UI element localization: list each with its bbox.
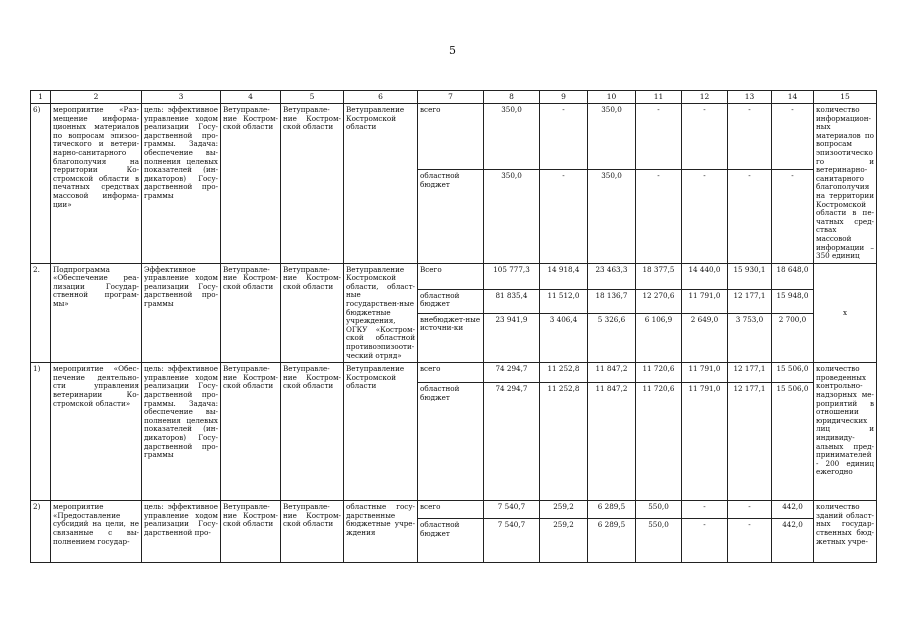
recipient-cell: Ветуправление Костромской области: [344, 104, 418, 264]
amount-cell: 23 463,3: [588, 263, 636, 289]
header-cell: 9: [540, 91, 588, 104]
recipient-cell: Ветуправление Костромской области: [344, 363, 418, 501]
responsible-cell: Ветуправле-ние Костром-ской области: [221, 104, 281, 264]
header-cell: 15: [814, 91, 877, 104]
amount-cell: 11 791,0: [682, 363, 728, 383]
table-row: [31, 501, 877, 519]
header-cell: 10: [588, 91, 636, 104]
recipient-cell: областные госу-дарственные бюджетные учре-ждения: [344, 501, 418, 563]
amount-cell: 350,0: [484, 104, 540, 170]
row-number-cell: 1): [31, 363, 51, 501]
amount-cell: 350,0: [588, 170, 636, 263]
amount-cell: 2 700,0: [772, 313, 814, 363]
amount-cell: 23 941,9: [484, 313, 540, 363]
amount-cell: 11 252,8: [540, 383, 588, 501]
amount-cell: 18 648,0: [772, 263, 814, 289]
header-cell: 2: [51, 91, 142, 104]
amount-cell: 350,0: [484, 170, 540, 263]
coexecutor-cell: Ветуправле-ние Костром-ской области: [281, 363, 344, 501]
header-cell: 11: [636, 91, 682, 104]
header-cell: 4: [221, 91, 281, 104]
page-number: 5: [449, 44, 456, 57]
recipient-cell: Ветуправление Костромской области, облаcт-ные государствен-ные бюджетные учреждения, ОГКУ «Костром-ской областной противоэпизооти-ческий отряд»: [344, 263, 418, 363]
row-number-cell: 2): [31, 501, 51, 563]
funding-source-cell: областной бюджет: [418, 289, 484, 313]
result-cell: количество информацион-ных материалов по вопросам эпизоотического и ветеринарно-санитарного благополучия на территории Костромской области в пе-чатных сред-ствах массовой информации – 350 единиц: [814, 104, 877, 264]
amount-cell: 11 791,0: [682, 289, 728, 313]
amount-cell: 15 948,0: [772, 289, 814, 313]
amount-cell: 18 377,5: [636, 263, 682, 289]
header-cell: 3: [142, 91, 221, 104]
coexecutor-cell: Ветуправле-ние Костром-ской области: [281, 501, 344, 563]
header-cell: 7: [418, 91, 484, 104]
amount-cell: 11 847,2: [588, 383, 636, 501]
amount-cell: 12 270,6: [636, 289, 682, 313]
result-cell: количество зданий област-ных государ-ственных бюд-жетных учре-: [814, 501, 877, 563]
amount-cell: 350,0: [588, 104, 636, 170]
goal-cell: цель: эффективное управление ходом реализации Госу-дарственной про-: [142, 501, 221, 563]
amount-cell: -: [728, 170, 772, 263]
funding-source-cell: всего: [418, 104, 484, 170]
amount-cell: 15 930,1: [728, 263, 772, 289]
amount-cell: -: [772, 170, 814, 263]
funding-source-cell: областной бюджет: [418, 170, 484, 263]
amount-cell: 259,2: [540, 501, 588, 519]
coexecutor-cell: Ветуправле-ние Костром-ской области: [281, 263, 344, 363]
table-row: [31, 104, 877, 170]
amount-cell: 14 440,0: [682, 263, 728, 289]
program-table: [30, 90, 877, 563]
amount-cell: 550,0: [636, 519, 682, 563]
amount-cell: 5 326,6: [588, 313, 636, 363]
amount-cell: 12 177,1: [728, 363, 772, 383]
amount-cell: 259,2: [540, 519, 588, 563]
goal-cell: цель: эффективное управление ходом реализации Госу-дарственной про-граммы. Задача: обеспечение вы-полнения целевых показателей (ин-дикаторов) Госу-дарственной про-граммы: [142, 363, 221, 501]
amount-cell: -: [540, 104, 588, 170]
result-cell: количество проведенных контрольно-надзорных ме-роприятий в отношении юридических лиц и индивиду-альных пред-принимателей - 200 единиц ежегодно: [814, 363, 877, 501]
amount-cell: -: [728, 519, 772, 563]
funding-source-cell: всего: [418, 363, 484, 383]
responsible-cell: Ветуправле-ние Костром-ской области: [221, 263, 281, 363]
amount-cell: 3 406,4: [540, 313, 588, 363]
amount-cell: -: [636, 104, 682, 170]
amount-cell: 18 136,7: [588, 289, 636, 313]
funding-source-cell: Всего: [418, 263, 484, 289]
header-cell: 14: [772, 91, 814, 104]
funding-source-cell: всего: [418, 501, 484, 519]
amount-cell: -: [540, 170, 588, 263]
amount-cell: -: [682, 519, 728, 563]
goal-cell: Эффективное управление ходом реализации Госу-дарственной про-граммы: [142, 263, 221, 363]
amount-cell: 550,0: [636, 501, 682, 519]
funding-source-cell: областной бюджет: [418, 383, 484, 501]
amount-cell: 6 289,5: [588, 519, 636, 563]
measure-name-cell: Подпрограмма «Обеспечение реа-лизации Государ-ственной програм-мы»: [51, 263, 142, 363]
amount-cell: 12 177,1: [728, 383, 772, 501]
amount-cell: 442,0: [772, 519, 814, 563]
amount-cell: -: [682, 104, 728, 170]
amount-cell: 15 506,0: [772, 363, 814, 383]
amount-cell: 442,0: [772, 501, 814, 519]
amount-cell: 2 649,0: [682, 313, 728, 363]
amount-cell: 74 294,7: [484, 383, 540, 501]
amount-cell: -: [682, 501, 728, 519]
measure-name-cell: мероприятие «Раз-мещение информа-ционных материалов по вопросам эпизоо-тического и ветери-нарно-санитарного благополучия на территории Ко-стромской области в печатных средствах массовой информа-ции»: [51, 104, 142, 264]
result-cell: х: [814, 263, 877, 363]
header-cell: 8: [484, 91, 540, 104]
amount-cell: 3 753,0: [728, 313, 772, 363]
funding-source-cell: внебюджет-ные источни-ки: [418, 313, 484, 363]
amount-cell: 12 177,1: [728, 289, 772, 313]
row-number-cell: 2.: [31, 263, 51, 363]
header-cell: 12: [682, 91, 728, 104]
amount-cell: 74 294,7: [484, 363, 540, 383]
amount-cell: 6 289,5: [588, 501, 636, 519]
amount-cell: 6 106,9: [636, 313, 682, 363]
amount-cell: -: [728, 501, 772, 519]
goal-cell: цель: эффективное управление ходом реализации Госу-дарственной про-граммы. Задача: обеспечение вы-полнения целевых показателей (ин-дикаторов) Госу-дарственной про-граммы: [142, 104, 221, 264]
responsible-cell: Ветуправле-ние Костром-ской области: [221, 501, 281, 563]
funding-source-cell: областной бюджет: [418, 519, 484, 563]
header-cell: 13: [728, 91, 772, 104]
amount-cell: 11 252,8: [540, 363, 588, 383]
amount-cell: -: [772, 104, 814, 170]
amount-cell: 14 918,4: [540, 263, 588, 289]
coexecutor-cell: Ветуправле-ние Костром-ской области: [281, 104, 344, 264]
amount-cell: 11 847,2: [588, 363, 636, 383]
amount-cell: 15 506,0: [772, 383, 814, 501]
amount-cell: -: [636, 170, 682, 263]
amount-cell: 7 540,7: [484, 519, 540, 563]
amount-cell: 105 777,3: [484, 263, 540, 289]
measure-name-cell: мероприятие «Предоставление субсидий на цели, не связанные с вы-полнением государ-: [51, 501, 142, 563]
amount-cell: 11 720,6: [636, 383, 682, 501]
table-header-row: [31, 91, 877, 104]
amount-cell: -: [728, 104, 772, 170]
table-row: [31, 363, 877, 383]
header-cell: 6: [344, 91, 418, 104]
amount-cell: 11 791,0: [682, 383, 728, 501]
table-row: [31, 263, 877, 289]
responsible-cell: Ветуправле-ние Костром-ской области: [221, 363, 281, 501]
amount-cell: 7 540,7: [484, 501, 540, 519]
header-cell: 5: [281, 91, 344, 104]
measure-name-cell: мероприятие «Обес-печение деятельно-сти управления ветеринарии Ко-стромской области»: [51, 363, 142, 501]
amount-cell: 11 720,6: [636, 363, 682, 383]
amount-cell: 81 835,4: [484, 289, 540, 313]
row-number-cell: 6): [31, 104, 51, 264]
amount-cell: 11 512,0: [540, 289, 588, 313]
amount-cell: -: [682, 170, 728, 263]
header-cell: 1: [31, 91, 51, 104]
